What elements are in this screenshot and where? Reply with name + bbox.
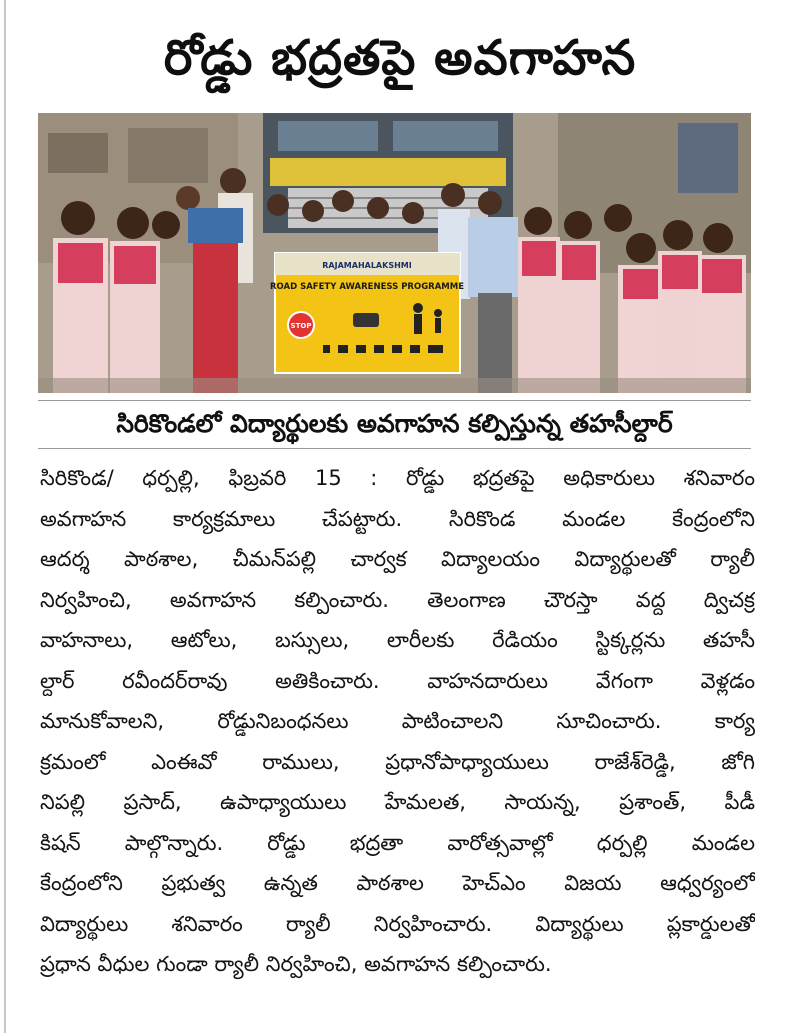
caption-divider-bottom (38, 448, 751, 449)
article-body (40, 458, 755, 985)
person-head (402, 202, 424, 224)
zebra-stripe (330, 345, 338, 353)
body-line: క్రమంలో ఎంఈవో రాములు, ప్రధానోపాధ్యాయులు రాజేశ్‌రెడ్డి, జోగి (40, 749, 755, 774)
person-head (267, 194, 289, 216)
pedestrian-body (414, 314, 422, 334)
student-head (663, 220, 693, 250)
person-shirt (468, 217, 518, 297)
woman-headscarf (188, 208, 243, 243)
student-collar (662, 255, 698, 289)
student-head (703, 223, 733, 253)
student-collar (58, 243, 103, 283)
body-line: ల్దార్ రవీందర్‌రావు అతికించారు. వాహనదారులు వేగంగా వెళ్లడం (40, 668, 755, 693)
person-head (220, 168, 246, 194)
truck-windshield (278, 121, 378, 151)
pedestrian-icon (413, 303, 423, 313)
body-line: సిరికొండ/ ధర్పల్లి, ఫిబ్రవరి 15 : రోడ్డు భద్రతపై అధికారులు శనివారం (40, 466, 755, 490)
body-line: కేంద్రంలోని ప్రభుత్వ ఉన్నత పాఠశాల హెచ్ఎం విజయ ఆధ్వర్యంలో (40, 871, 755, 895)
body-line: విద్యార్థులు శనివారం ర్యాలీ నిర్వహించారు. విద్యార్థులు ప్లకార్డులతో (40, 911, 755, 936)
caption-divider-top (38, 400, 751, 401)
student-head (61, 201, 95, 235)
photo-illustration (38, 113, 751, 393)
person-head (367, 197, 389, 219)
zebra-stripe (366, 345, 374, 353)
person-head (302, 200, 324, 222)
body-line: కిషన్ పాల్గొన్నారు. రోడ్డు భద్రతా వారోత్సవాల్లో ధర్పల్లి మండల (40, 830, 755, 855)
building-window (48, 133, 108, 173)
article-headline: రోడ్డు భద్రతపై అవగాహన (163, 30, 637, 86)
body-line: మానుకోవాలని, రోడ్డునిబంధనలు పాటించాలని సూచించారు. కార్య (40, 709, 755, 733)
building-shop (678, 123, 738, 193)
pedestrian-child-body (435, 318, 441, 333)
banner-title: RAJAMAHALAKSHMI (322, 261, 412, 270)
student-collar (522, 241, 556, 276)
student-head (604, 204, 632, 232)
student-collar (562, 245, 596, 280)
ground (38, 378, 751, 393)
zebra-stripe (384, 345, 392, 353)
person-head (478, 191, 502, 215)
student-head (626, 233, 656, 263)
body-line: ఆదర్శ పాఠశాల, చీమన్‌పల్లి చార్వక విద్యాలయం విద్యార్థులతో ర్యాలీ (40, 547, 755, 571)
body-line: నిర్వహించి, అవగాహన కల్పించారు. తెలంగాణ చౌరస్తా వద్ద ద్విచక్ర (40, 587, 755, 612)
car-icon (353, 313, 379, 327)
body-line: అవగాహన కార్యక్రమాలు చేపట్టారు. సిరికొండ మండల కేంద్రంలోని (40, 506, 755, 531)
article-photo (38, 113, 751, 393)
photo-caption: సిరికొండలో విద్యార్థులకు అవగాహన కల్పిస్తున్న తహసీల్దార్ (116, 409, 673, 438)
truck-windshield (393, 121, 498, 151)
awareness-banner (270, 253, 464, 373)
student-head (152, 211, 180, 239)
student-collar (702, 259, 742, 293)
student-head (117, 207, 149, 239)
banner-text: ROAD SAFETY AWARENESS PROGRAMME (269, 282, 465, 292)
woman-saree (193, 239, 238, 393)
person-head (332, 190, 354, 212)
stop-sign-label: STOP (290, 322, 312, 330)
column-divider (4, 0, 6, 1033)
zebra-stripe (348, 345, 356, 353)
student-collar (114, 246, 156, 284)
truck-front-panel (270, 158, 506, 186)
pedestrian-child-icon (434, 309, 442, 317)
student-collar (623, 269, 659, 299)
zebra-stripe (402, 345, 410, 353)
student-head (524, 207, 552, 235)
zebra-stripe (420, 345, 428, 353)
body-line: నిపల్లి ప్రసాద్, ఉపాధ్యాయులు హేమలత, సాయన్న, ప్రశాంత్, పీడీ (40, 790, 755, 814)
building-window (128, 128, 208, 183)
student-head (564, 211, 592, 239)
body-line: ప్రధాన వీధుల గుండా ర్యాలీ నిర్వహించి, అవగాహన కల్పించారు. (40, 952, 552, 976)
person-head (441, 183, 465, 207)
person-head (176, 186, 200, 210)
body-line: వాహనాలు, ఆటోలు, బస్సులు, లారీలకు రేడియం స్టిక్కర్లను తహసీ (40, 628, 755, 652)
